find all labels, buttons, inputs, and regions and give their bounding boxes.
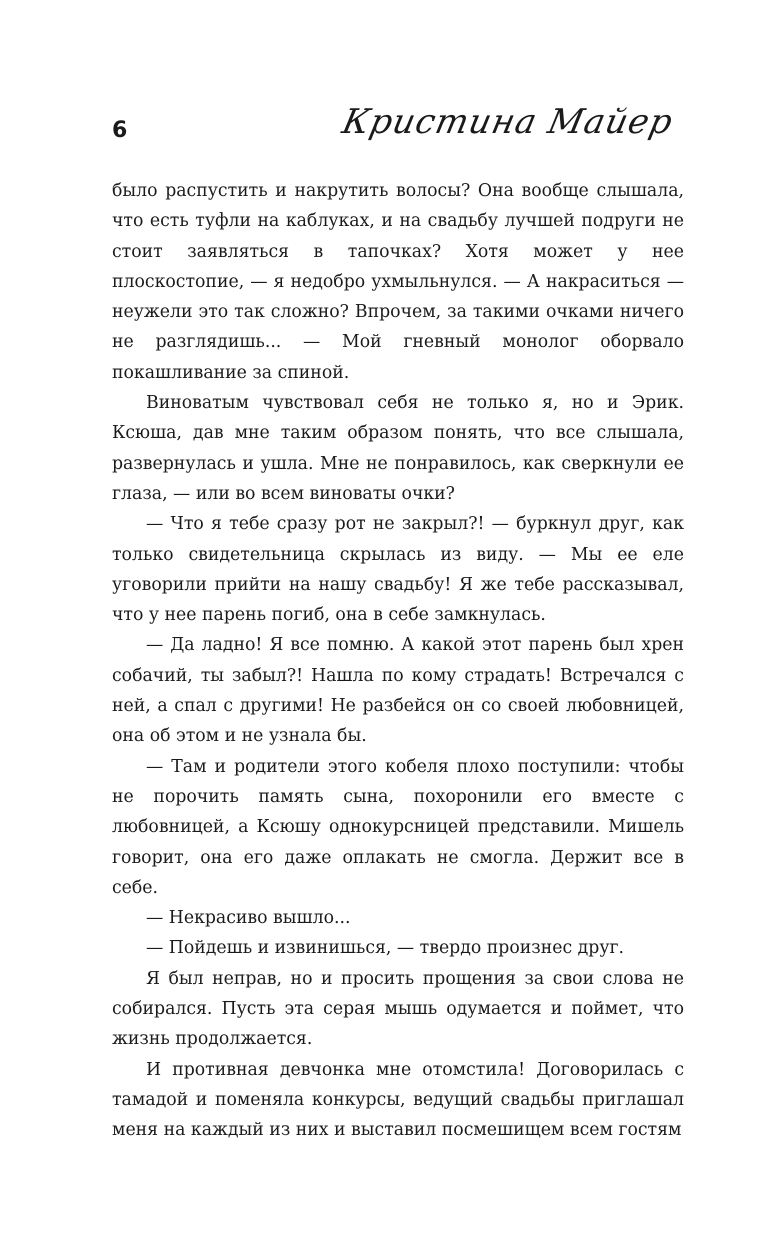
paragraph: — Пойдешь и извинишься, — твердо произнес друг. [146, 938, 625, 959]
paragraph: — Да ладно! Я все помню. А какой этот парень был хрен собачий, ты забыл?! Нашла по кому страдать! Встречался с ней, а спал с другими! Не разбейся он со своей любовницей, она об этом и не узнала бы. [112, 635, 684, 747]
page-number: 6 [112, 118, 128, 143]
paragraph: Виноватым чувствовал себя не только я, но и Эрик. Ксюша, дав мне таким образом понять, что все слышала, развернулась и ушла. Мне не понравилось, как сверкнули ее глаза, — или во всем виноваты очки? [112, 393, 684, 504]
paragraph: И противная девчонка мне отомстила! Договорилась с тамадой и поменяла конкурсы, ведущий свадьбы приглашал меня на каждый из них и выставил посмешищем всем гостям [112, 1059, 684, 1141]
running-head-author: Кристина Майер [338, 102, 677, 142]
paragraph: было распустить и накрутить волосы? Она вообще слышала, что есть туфли на каблуках, и на свадьбу лучшей подруги не стоит заявляться в тапочках? Хотя может у нее плоскостопие, — я недобро ухмыльнулся. — А накраситься — неужели это так сложно? Впрочем, за такими очками ничего не разглядишь... — Мой гневный монолог оборвало покашливание за спиной. [112, 181, 684, 383]
paragraph: — Там и родители этого кобеля плохо поступили: чтобы не порочить память сына, похоронили его вместе с любовницей, а Ксюшу однокурсницей представили. Мишель говорит, она его даже оплакать не смогла. Держит все в себе. [112, 756, 684, 898]
page-header [0, 0, 768, 170]
body-text [112, 176, 684, 1146]
paragraph: — Что я тебе сразу рот не закрыл?! — буркнул друг, как только свидетельница скрылась из виду. — Мы ее еле уговорили прийти на нашу свадьбу! Я же тебе рассказывал, что у нее парень погиб, она в себе замкнулась. [112, 514, 684, 626]
paragraph: Я был неправ, но и просить прощения за свои слова не собирался. Пусть эта серая мышь одумается и поймет, что жизнь продолжается. [112, 968, 684, 1050]
paragraph: — Некрасиво вышло... [146, 908, 351, 929]
